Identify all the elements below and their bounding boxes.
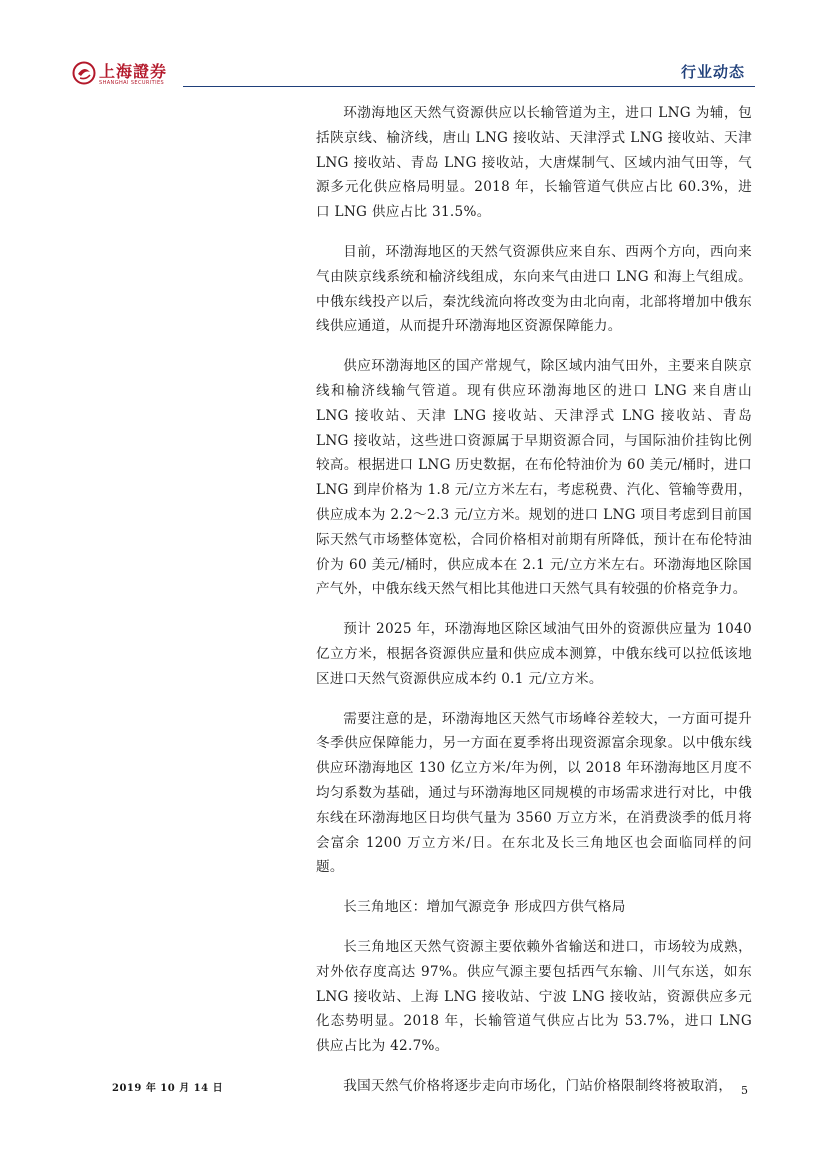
document-body: [316, 101, 752, 1114]
paragraph: 长三角地区天然气资源主要依赖外省输送和进口，市场较为成熟，对外依存度高达 97%。供应气源主要包括西气东输、川气东送，如东 LNG 接收站、上海 LNG 接收站、宁波 LNG 接收站，资源供应多元化态势明显。2018 年，长输管道气供应占比为 53.7%，进口 LNG 供应占比为 42.7%。: [316, 938, 752, 1055]
paragraph: 我国天然气价格将逐步走向市场化，门站价格限制终将被取消，: [343, 1077, 733, 1094]
page-number: 5: [741, 1084, 748, 1097]
logo-text-cn: 上海證券: [99, 62, 168, 81]
logo-text-en: SHANGHAI SECURITIES: [99, 80, 165, 86]
company-logo: [72, 58, 182, 92]
logo-emblem-icon: [72, 61, 96, 85]
subheading: 长三角地区：增加气源竞争 形成四方供气格局: [343, 899, 626, 916]
paragraph: 需要注意的是，环渤海地区天然气市场峰谷差较大，一方面可提升冬季供应保障能力，另一方面在夏季将出现资源富余现象。以中俄东线供应环渤海地区 130 亿立方米/年为例，以 2018 年环渤海地区月度不均匀系数为基础，通过与环渤海地区同规模的市场需求进行对比，中俄东线在环渤海地区日均供气量为 3560 万立方米，在消费淡季的低月将会富余 1200 万立方米/日。在东北及长三角地区也会面临同样的问题。: [316, 710, 752, 876]
paragraph: 预计 2025 年，环渤海地区除区域油气田外的资源供应量为 1040 亿立方米，根据各资源供应量和供应成本测算，中俄东线可以拉低该地区进口天然气资源供应成本约 0.1 元/立方米。: [316, 621, 752, 687]
paragraph: 供应环渤海地区的国产常规气，除区域内油气田外，主要来自陕京线和榆济线输气管道。现有供应环渤海地区的进口 LNG 来自唐山 LNG 接收站、天津 LNG 接收站、天津浮式 LNG 接收站、青岛 LNG 接收站，这些进口资源属于早期资源合同，与国际油价挂钩比例较高。根据进口 LNG 历史数据，在布伦特油价为 60 美元/桶时，进口 LNG 到岸价格为 1.8 元/立方米左右，考虑税费、汽化、管输等费用，供应成本为 2.2～2.3 元/立方米。规划的进口 LNG 项目考虑到目前国际天然气市场整体宽松，合同价格相对前期有所降低，预计在布伦特油价为 60 美元/桶时，供应成本在 2.1 元/立方米左右。环渤海地区除国产气外，中俄东线天然气相比其他进口天然气具有较强的价格竞争力。: [316, 358, 752, 598]
footer-date: 2019 年 10 月 14 日: [112, 1083, 224, 1094]
paragraph: 目前，环渤海地区的天然气资源供应来自东、西两个方向，西向来气由陕京线系统和榆济线组成，东向来气由进口 LNG 和海上气组成。中俄东线投产以后，秦沈线流向将改变为由北向南，北部将增加中俄东线供应通道，从而提升环渤海地区资源保障能力。: [316, 243, 752, 335]
header-divider: [183, 86, 755, 87]
section-title: 行业动态: [680, 63, 745, 81]
paragraph: 环渤海地区天然气资源供应以长输管道为主，进口 LNG 为辅，包括陕京线、榆济线，唐山 LNG 接收站、天津浮式 LNG 接收站、天津 LNG 接收站、青岛 LNG 接收站，大唐煤制气、区域内油气田等，气源多元化供应格局明显。2018 年，长输管道气供应占比 60.3%，进口 LNG 供应占比 31.5%。: [316, 105, 752, 221]
